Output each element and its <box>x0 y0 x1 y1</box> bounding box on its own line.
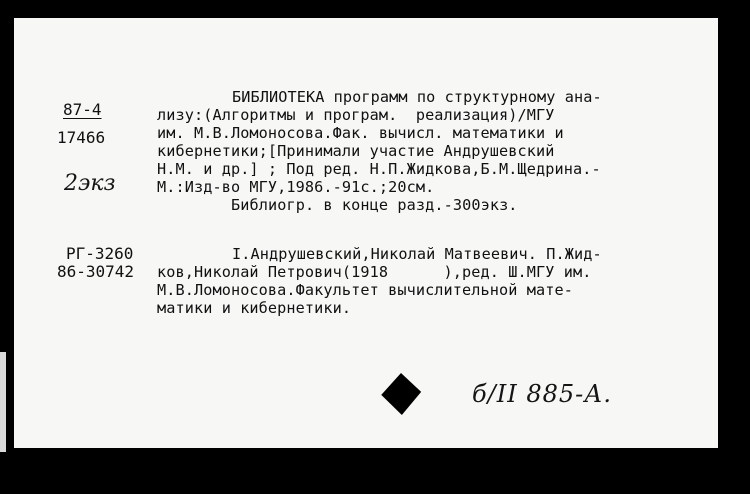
accession-number: 17466 <box>57 128 106 147</box>
call-number-series: 86-30742 <box>57 262 135 281</box>
call-number: 87-4 <box>63 100 102 119</box>
entry-line: М.:Изд-во МГУ,1986.-91с.;20см. <box>157 178 435 196</box>
shelf-mark: б/II 885-А. <box>472 380 613 408</box>
tracing-line: М.В.Ломоносова.Факультет вычислительной мате- <box>157 281 573 299</box>
scan-edge <box>0 352 6 452</box>
entry-line: лизу:(Алгоритмы и програм. реализация)/МГУ <box>157 106 555 124</box>
call-number-rg: РГ-3260 <box>66 244 134 263</box>
entry-line: им. М.В.Ломоносова.Фак. вычисл. математики и <box>157 124 564 142</box>
tracing-line: матики и кибернетики. <box>157 299 352 317</box>
ink-blot <box>380 373 422 415</box>
copies-note: 2экз <box>64 171 116 196</box>
entry-line: БИБЛИОТЕКА программ по структурному ана- <box>232 88 602 106</box>
entry-line: Библиогр. в конце разд.-300экз. <box>231 196 518 214</box>
tracing-line: ков,Николай Петрович(1918 ),ред. Ш.МГУ им. <box>157 263 592 281</box>
entry-line: кибернетики;[Принимали участие Андрушевский <box>157 142 555 160</box>
entry-line: Н.М. и др.] ; Под ред. Н.П.Жидкова,Б.М.Щедрина.- <box>157 160 601 178</box>
tracing-line: I.Андрушевский,Николай Матвеевич. П.Жид- <box>232 245 602 263</box>
catalog-card <box>14 18 718 448</box>
